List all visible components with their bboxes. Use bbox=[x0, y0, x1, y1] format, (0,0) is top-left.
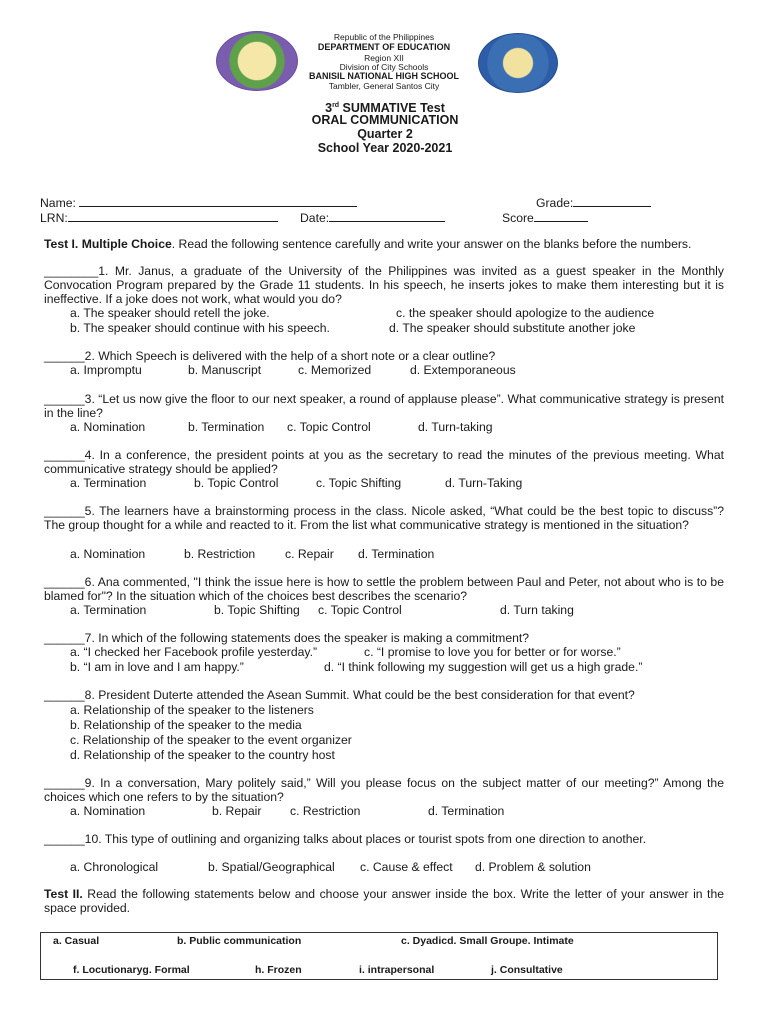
header-line: DEPARTMENT OF EDUCATION bbox=[317, 42, 451, 52]
choice-i: i. intrapersonal bbox=[359, 964, 435, 976]
q3-option-b: b. Termination bbox=[188, 420, 265, 434]
q4-option-c: c. Topic Shifting bbox=[316, 476, 402, 490]
q6-option-c: c. Topic Control bbox=[318, 603, 402, 617]
q8-option-b: b. Relationship of the speaker to the media bbox=[70, 718, 302, 732]
choice-a: a. Casual bbox=[53, 935, 100, 947]
q5-option-b: b. Restriction bbox=[184, 547, 256, 561]
q9-option-d: d. Termination bbox=[428, 804, 505, 818]
q4-option-b: b. Topic Control bbox=[194, 476, 279, 490]
q6-option-b: b. Topic Shifting bbox=[214, 603, 300, 617]
q7-option-d: d. “I think following my suggestion will get us a high grade.” bbox=[324, 660, 643, 674]
header-line: Region XII bbox=[364, 53, 404, 63]
q7-option-c: c. “I promise to love you for better or for worse.” bbox=[364, 645, 621, 659]
q9-option-a: a. Nomination bbox=[70, 804, 146, 818]
q7-option-b: b. “I am in love and I am happy.” bbox=[70, 660, 244, 674]
question-5: ______5. The learners have a brainstorming process in the class. Nicole asked, “What could be the best topic to discuss”? The group thought for a while and reacted to it. From the list what communicative strategy is mentioned in the situation? bbox=[44, 504, 724, 532]
q2-option-d: d. Extemporaneous bbox=[410, 363, 516, 377]
q1-option-d: d. The speaker should substitute another joke bbox=[389, 321, 636, 335]
choice-b: b. Public communication bbox=[177, 935, 302, 947]
q5-option-d: d. Termination bbox=[358, 547, 435, 561]
choice-c: c. Dyadicd. Small Groupe. Intimate bbox=[401, 935, 574, 947]
q1-option-b: b. The speaker should continue with his speech. bbox=[70, 321, 330, 335]
answer-choices-box bbox=[40, 932, 718, 980]
q3-option-d: d. Turn-taking bbox=[418, 420, 493, 434]
school-year-title: School Year 2020-2021 bbox=[317, 141, 453, 155]
question-10: ______10. This type of outlining and organizing talks about places or tourist spots from one direction to another. bbox=[44, 832, 647, 846]
test2-instructions: Test II. Read the following statements below and choose your answer inside the box. Write the letter of your answer in the space provided. bbox=[44, 887, 724, 915]
q4-option-a: a. Termination bbox=[70, 476, 147, 490]
q6-option-d: d. Turn taking bbox=[500, 603, 574, 617]
header-line: Republic of the Philippines bbox=[333, 32, 435, 42]
q4-option-d: d. Turn-Taking bbox=[445, 476, 523, 490]
header-line: BANISIL NATIONAL HIGH SCHOOL bbox=[308, 71, 459, 81]
question-7: ______7. In which of the following statements does the speaker is making a commitment? bbox=[44, 631, 530, 645]
question-6: ______6. Ana commented, "I think the issue here is how to settle the problem between Paul and Peter, not about who is to be blamed for"? In the situation which of the choices best describes the scenario? bbox=[44, 575, 724, 603]
question-1: ________1. Mr. Janus, a graduate of the University of the Philippines was invited as a guest speaker in the Monthly Convocation Program prepared by the Grade 11 students. In his speech, he inserts jokes to make them interesting but it is ineffective. If a joke does not work, what would you do? bbox=[44, 264, 724, 306]
subject-title: ORAL COMMUNICATION bbox=[311, 113, 459, 127]
choice-f: f. Locutionaryg. Formal bbox=[73, 964, 190, 976]
q1-option-c: c. the speaker should apologize to the audience bbox=[396, 306, 655, 320]
q1-option-a: a. The speaker should retell the joke. bbox=[70, 306, 270, 320]
q9-option-c: c. Restriction bbox=[290, 804, 361, 818]
deped-seal-logo bbox=[478, 33, 558, 93]
choice-j: j. Consultative bbox=[491, 964, 563, 976]
question-3: ______3. “Let us now give the floor to our next speaker, a round of applause please”. What communicative strategy is present in the line? bbox=[44, 392, 724, 420]
q3-option-c: c. Topic Control bbox=[287, 420, 371, 434]
q8-option-a: a. Relationship of the speaker to the listeners bbox=[70, 703, 314, 717]
q6-option-a: a. Termination bbox=[70, 603, 147, 617]
q2-option-c: c. Memorized bbox=[298, 363, 372, 377]
question-8: ______8. President Duterte attended the Asean Summit. What could be the best consideration for that event? bbox=[44, 688, 635, 702]
lrn-field[interactable]: LRN: bbox=[40, 211, 278, 225]
header-line: Division of City Schools bbox=[339, 62, 429, 72]
q9-option-b: b. Repair bbox=[212, 804, 262, 818]
q5-option-a: a. Nomination bbox=[70, 547, 146, 561]
q2-option-a: a. Impromptu bbox=[70, 363, 142, 377]
q10-option-a: a. Chronological bbox=[70, 860, 159, 874]
q2-option-b: b. Manuscript bbox=[188, 363, 262, 377]
test1-instructions: Test I. Multiple Choice. Read the following sentence carefully and write your answer on the blanks before the numbers. bbox=[44, 237, 692, 251]
question-9: ______9. In a conversation, Mary politely said,” Will you please focus on the subject matter of our meeting?” Among the choices which one refers to by the situation? bbox=[44, 776, 724, 804]
q10-option-c: c. Cause & effect bbox=[360, 860, 453, 874]
quarter-title: Quarter 2 bbox=[357, 127, 413, 141]
q10-option-d: d. Problem & solution bbox=[475, 860, 591, 874]
q10-option-b: b. Spatial/Geographical bbox=[208, 860, 335, 874]
q3-option-a: a. Nomination bbox=[70, 420, 146, 434]
question-2: ______2. Which Speech is delivered with the help of a short note or a clear outline? bbox=[44, 349, 496, 363]
q8-option-d: d. Relationship of the speaker to the country host bbox=[70, 748, 335, 762]
q7-option-a: a. “I checked her Facebook profile yesterday.” bbox=[70, 645, 318, 659]
header-line: Tambler, General Santos City bbox=[328, 81, 440, 91]
name-field[interactable]: Name: bbox=[40, 196, 357, 210]
choice-h: h. Frozen bbox=[255, 964, 302, 976]
date-field[interactable]: Date: bbox=[300, 211, 445, 225]
question-4: ______4. In a conference, the president points at you as the secretary to read the minutes of the previous meeting. What communicative strategy should be applied? bbox=[44, 448, 724, 476]
grade-field[interactable]: Grade: bbox=[536, 196, 651, 210]
test-title: 3rd SUMMATIVE Test bbox=[325, 101, 445, 116]
score-field[interactable]: Score bbox=[502, 211, 588, 225]
q5-option-c: c. Repair bbox=[285, 547, 334, 561]
q8-option-c: c. Relationship of the speaker to the event organizer bbox=[70, 733, 352, 747]
